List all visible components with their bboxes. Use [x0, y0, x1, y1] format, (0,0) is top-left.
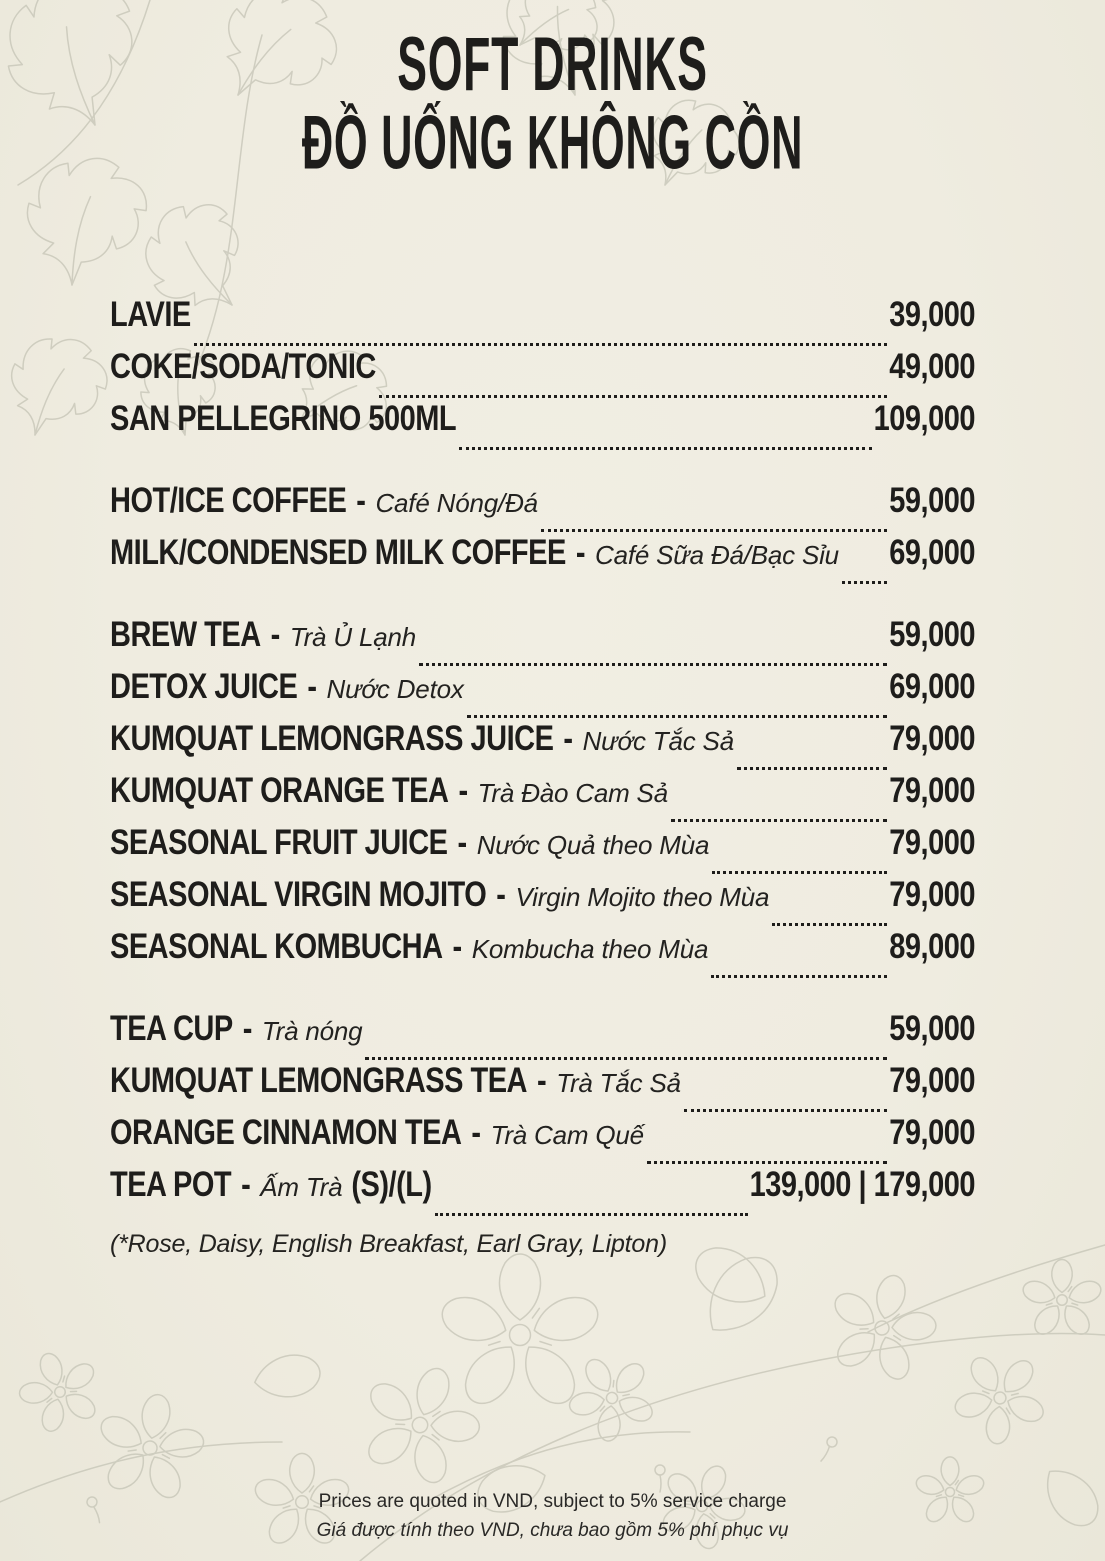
tea-pot-flavors-note: (*Rose, Daisy, English Breakfast, Earl Gray, Lipton): [110, 1230, 667, 1258]
menu-groups: [110, 295, 975, 1259]
item-name: [110, 295, 191, 335]
item-name: [110, 533, 839, 573]
item-name-en: SEASONAL KOMBUCHA: [110, 927, 443, 967]
item-name-vi: Nước Quả theo Mùa: [476, 830, 710, 860]
item-name-en: MILK/CONDENSED MILK COFFEE: [110, 533, 566, 573]
item-price: 79,000: [889, 771, 975, 811]
item-price: 79,000: [889, 875, 975, 915]
item-name: [110, 481, 538, 521]
item-name-vi: Ấm Trà: [260, 1172, 343, 1202]
item-name-vi: Café Sữa Đá/Bạc Sỉu: [595, 540, 839, 570]
item-name: [110, 719, 734, 759]
item-name-separator: -: [307, 667, 317, 707]
item-price: 79,000: [889, 823, 975, 863]
item-name-separator: -: [452, 927, 462, 967]
item-name-vi: Trà nóng: [261, 1016, 363, 1046]
item-price: 139,000 | 179,000: [749, 1165, 975, 1205]
item-name-en: ORANGE CINNAMON TEA: [110, 1113, 462, 1153]
item-name: [110, 823, 710, 863]
item-name-separator: -: [458, 771, 468, 811]
item-price: 69,000: [889, 667, 975, 707]
item-name: [110, 927, 709, 967]
item-price: 79,000: [889, 719, 975, 759]
dotted-leader: [379, 395, 887, 398]
item-name-separator: -: [563, 719, 573, 759]
item-name-vi: Trà Ủ Lạnh: [289, 622, 416, 652]
item-name: [110, 615, 416, 655]
item-name-en: KUMQUAT LEMONGRASS TEA: [110, 1061, 528, 1101]
dotted-leader: [684, 1109, 887, 1112]
dotted-leader: [467, 715, 888, 718]
dotted-leader: [712, 871, 887, 874]
item-name-separator: -: [537, 1061, 547, 1101]
menu-item-row: [110, 927, 975, 987]
item-name: [110, 399, 457, 439]
item-name-en: HOT/ICE COFFEE: [110, 481, 347, 521]
dotted-leader: [711, 975, 887, 978]
dotted-leader: [737, 767, 887, 770]
item-name-separator: -: [471, 1113, 481, 1153]
dotted-leader: [772, 923, 887, 926]
item-name-en: TEA CUP: [110, 1009, 233, 1049]
menu-group: [110, 1009, 975, 1259]
menu-item-row: [110, 533, 975, 593]
item-size-options: (S)/(L): [351, 1165, 432, 1205]
item-name: [110, 667, 464, 707]
item-name-vi: Trà Đào Cam Sả: [477, 778, 668, 808]
item-name-en: TEA POT: [110, 1165, 232, 1205]
footer-note-english: Prices are quoted in VND, subject to 5% service charge: [318, 1491, 787, 1512]
footer-note-vietnamese: Giá được tính theo VND, chưa bao gồm 5% phí phục vụ: [316, 1520, 789, 1541]
item-price: 79,000: [889, 1113, 975, 1153]
item-name-en: BREW TEA: [110, 615, 261, 655]
item-price: 59,000: [889, 615, 975, 655]
dotted-leader: [842, 581, 887, 584]
item-name-separator: -: [242, 1009, 252, 1049]
item-name-en: LAVIE: [110, 295, 191, 335]
page-title: [0, 22, 1105, 186]
item-name-separator: -: [457, 823, 467, 863]
item-name-vi: Kombucha theo Mùa: [471, 934, 709, 964]
item-name: [110, 875, 770, 915]
page-title-english: SOFT DRINKS: [397, 22, 708, 107]
dotted-leader: [365, 1057, 887, 1060]
item-price: 109,000: [873, 399, 975, 439]
item-name-separator: -: [575, 533, 586, 573]
dotted-leader: [419, 663, 887, 666]
dotted-leader: [459, 447, 872, 450]
menu-item-row: [110, 399, 975, 459]
item-name-vi: Trà Cam Quế: [490, 1120, 644, 1150]
item-price: 79,000: [889, 1061, 975, 1101]
item-name: [110, 1165, 432, 1205]
item-name-en: DETOX JUICE: [110, 667, 298, 707]
page-title-vietnamese: ĐỒ UỐNG KHÔNG CỒN: [301, 101, 804, 186]
item-name-vi: Trà Tắc Sả: [556, 1068, 681, 1098]
item-price: 59,000: [889, 1009, 975, 1049]
item-name-vi: Nước Detox: [326, 674, 464, 704]
item-name-separator: -: [241, 1165, 251, 1205]
item-name-en: SEASONAL VIRGIN MOJITO: [110, 875, 487, 915]
item-price: 59,000: [889, 481, 975, 521]
item-price: 89,000: [889, 927, 975, 967]
item-price: 69,000: [889, 533, 975, 573]
menu-group: [110, 615, 975, 987]
item-name-en: KUMQUAT ORANGE TEA: [110, 771, 449, 811]
dotted-leader: [647, 1161, 887, 1164]
item-price: 49,000: [889, 347, 975, 387]
footer: [0, 1491, 1105, 1542]
item-name-en: SAN PELLEGRINO 500ML: [110, 399, 457, 439]
dotted-leader: [194, 343, 888, 346]
item-name: [110, 771, 668, 811]
menu-group: [110, 481, 975, 593]
item-name: [110, 1061, 681, 1101]
item-name-separator: -: [270, 615, 280, 655]
item-name: [110, 1009, 363, 1049]
item-name: [110, 1113, 644, 1153]
item-price: 39,000: [889, 295, 975, 335]
item-name: [110, 347, 376, 387]
item-name-separator: -: [356, 481, 366, 521]
menu-group: [110, 295, 975, 459]
item-name-en: KUMQUAT LEMONGRASS JUICE: [110, 719, 554, 759]
dotted-leader: [435, 1213, 748, 1216]
item-name-en: COKE/SODA/TONIC: [110, 347, 376, 387]
dotted-leader: [541, 529, 887, 532]
item-name-en: SEASONAL FRUIT JUICE: [110, 823, 448, 863]
item-name-vi: Café Nóng/Đá: [375, 488, 538, 518]
item-name-separator: -: [496, 875, 506, 915]
item-name-vi: Nước Tắc Sả: [582, 726, 734, 756]
dotted-leader: [671, 819, 887, 822]
menu-item-row: [110, 1165, 975, 1225]
item-name-vi: Virgin Mojito theo Mùa: [515, 882, 770, 912]
